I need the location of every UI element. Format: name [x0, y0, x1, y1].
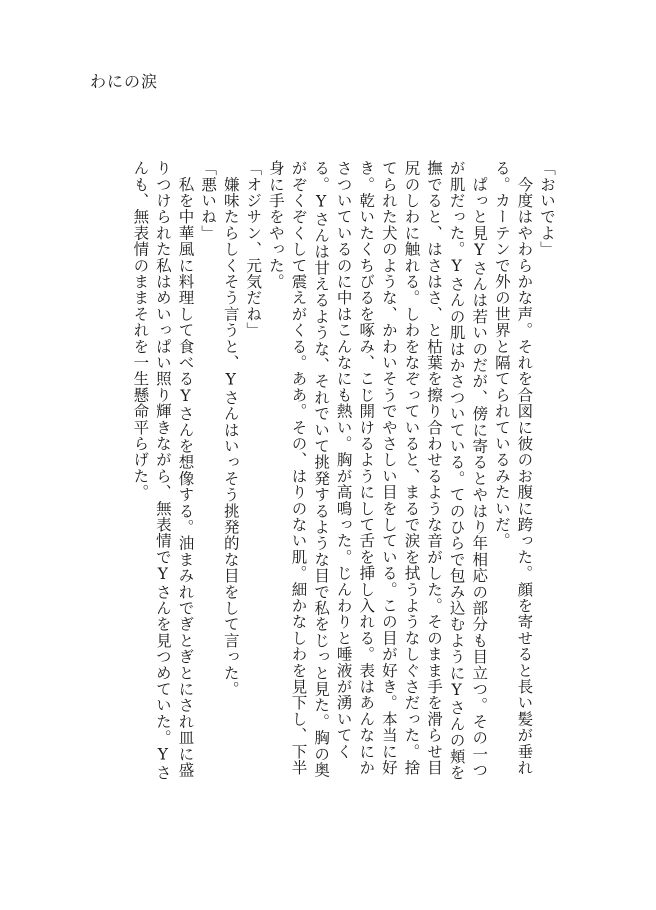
- text-line: がぞくぞくして震えがくる。ああ。その、はりのない肌。細かなしわを見下し、下半: [289, 160, 308, 776]
- text-line: さついているのに中はこんなにも熱い。胸が高鳴った。じんわりと唾液が湧いてく: [334, 160, 353, 760]
- text-line: ぱっと見Yさんは若いのだが、傍に寄るとやはり年相応の部分も目立つ。その一つ: [470, 160, 489, 779]
- text-line: 今度はやわらかな声。それを合図に彼のお腹に跨った。顔を寄せると長い髪が垂れ: [515, 160, 534, 776]
- text-line: る。Yさんは甘えるような、それでいて挑発するような目で私をじっと見た。胸の奥: [312, 160, 331, 779]
- text-line: 「オジサン、元気だね」: [244, 160, 263, 339]
- text-line: りつけられた私はめいっぱい照り輝きながら、無表情でYさんを見つめていた。Yさ: [153, 160, 172, 781]
- text-line: 嫌味たらしくそう言うと、Yさんはいっそう挑発的な目をして言った。: [221, 160, 240, 698]
- story-body: [129, 160, 558, 825]
- text-line: が肌だった。Yさんの肌はかさついている。てのひらで包み込むようにYさんの頬を: [447, 160, 466, 781]
- page-title: わにの涙: [90, 72, 159, 91]
- text-line: 身に手をやった。: [266, 160, 285, 290]
- text-line: てられた犬のような、かわいそうでやさしい目をしている。この目が好き。本当に好: [379, 160, 398, 776]
- text-line: 「悪いね」: [199, 160, 218, 241]
- text-line: 私を中華風に料理して食べるYさんを想像する。油まみれでぎとぎとにされ皿に盛: [176, 160, 195, 779]
- text-line: 「おいでよ」: [538, 160, 556, 258]
- text-line: 尻のしわに触れる。しわをなぞっていると、まるで涙を拭うようなしぐさだった。捨: [402, 160, 421, 776]
- text-line: る。カーテンで外の世界と隔てられているみたいだ。: [492, 160, 511, 549]
- text-line: き。乾いたくちびるを啄み、こじ開けるようにして舌を挿し入れる。表はあんなにか: [357, 160, 376, 776]
- text-line: 撫でると、はさはさ、と枯葉を擦り合わせるような音がした。そのまま手を滑らせ目: [425, 160, 444, 776]
- text-line: んも、無表情のままそれを一生懸命平らげた。: [131, 160, 150, 501]
